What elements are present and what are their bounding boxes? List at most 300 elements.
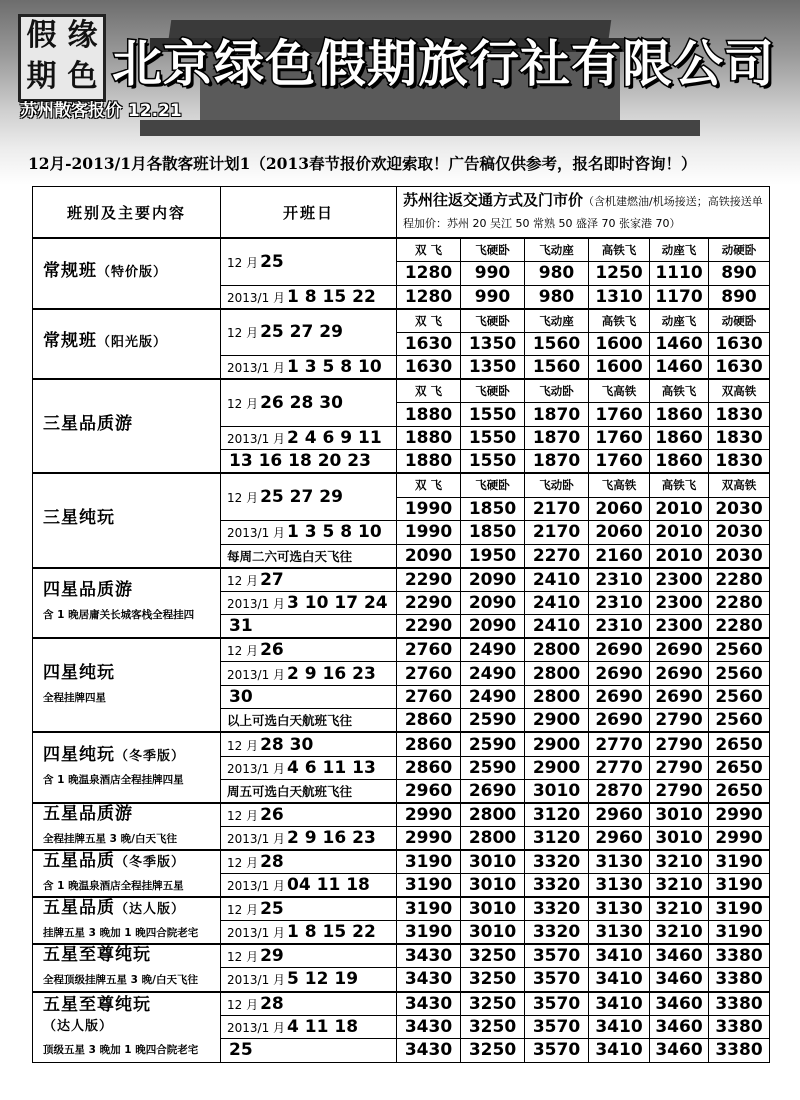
price-cell: 3190 bbox=[397, 921, 461, 945]
table-row bbox=[33, 568, 770, 592]
departure-days: 2 4 6 9 11 bbox=[287, 428, 382, 449]
transport-mode-label: 高铁飞 bbox=[589, 238, 650, 262]
transport-mode-label: 飞动卧 bbox=[525, 473, 589, 497]
departure-dates-cell bbox=[221, 874, 397, 898]
price-cell: 990 bbox=[461, 285, 525, 309]
departure-dates-cell bbox=[221, 309, 397, 356]
price-cell: 2300 bbox=[650, 568, 709, 592]
price-cell: 3010 bbox=[525, 780, 589, 804]
gate-lower-roof bbox=[140, 120, 700, 136]
price-cell: 1880 bbox=[397, 403, 461, 427]
price-cell: 2760 bbox=[397, 638, 461, 662]
price-cell: 2560 bbox=[709, 638, 770, 662]
price-cell: 1760 bbox=[589, 450, 650, 474]
price-cell: 1830 bbox=[709, 450, 770, 474]
group-name: 五星品质 bbox=[43, 851, 115, 872]
transport-mode-label: 飞高铁 bbox=[589, 379, 650, 403]
price-cell: 3410 bbox=[589, 944, 650, 968]
departure-days: 1 3 5 8 10 bbox=[287, 357, 382, 378]
transport-mode-label: 高铁飞 bbox=[650, 379, 709, 403]
price-cell: 3570 bbox=[525, 968, 589, 992]
transport-mode-label: 飞动座 bbox=[525, 309, 589, 333]
departure-dates-cell bbox=[221, 285, 397, 309]
price-cell: 2690 bbox=[650, 638, 709, 662]
price-cell: 3320 bbox=[525, 921, 589, 945]
departure-month: 2013/1 月 bbox=[227, 432, 286, 447]
price-cell: 3190 bbox=[709, 921, 770, 945]
transport-mode-label: 飞高铁 bbox=[589, 473, 650, 497]
group-name: 五星至尊纯玩 bbox=[43, 994, 151, 1015]
price-cell: 1560 bbox=[525, 356, 589, 380]
group-tag: （达人版） bbox=[43, 1018, 114, 1034]
transport-mode-label: 飞硬卧 bbox=[461, 309, 525, 333]
departure-month: 12 月 bbox=[227, 809, 259, 824]
price-cell: 2030 bbox=[709, 497, 770, 521]
group-name: 五星至尊纯玩 bbox=[43, 945, 151, 966]
departure-dates-cell bbox=[221, 591, 397, 615]
group-name-cell bbox=[33, 568, 221, 639]
departure-dates-cell bbox=[221, 992, 397, 1016]
price-cell: 3210 bbox=[650, 874, 709, 898]
departure-month: 12 月 bbox=[227, 644, 259, 659]
departure-month: 2013/1 月 bbox=[227, 290, 286, 305]
departure-dates-cell bbox=[221, 473, 397, 520]
table-row bbox=[33, 238, 770, 262]
price-cell: 1630 bbox=[709, 332, 770, 356]
price-cell: 1860 bbox=[650, 426, 709, 450]
departure-days: 26 bbox=[260, 640, 284, 661]
departure-days: 3 10 17 24 bbox=[287, 592, 388, 613]
transport-mode-label: 动硬卧 bbox=[709, 238, 770, 262]
group-name-cell bbox=[33, 992, 221, 1063]
price-cell: 1170 bbox=[650, 285, 709, 309]
price-cell: 2310 bbox=[589, 615, 650, 639]
departure-dates-cell bbox=[221, 238, 397, 285]
group-note: 顶级五星 3 晚加 1 晚四合院老宅 bbox=[43, 1043, 199, 1056]
departure-month: 2013/1 月 bbox=[227, 973, 286, 988]
price-cell: 2770 bbox=[589, 756, 650, 780]
price-cell: 2060 bbox=[589, 497, 650, 521]
price-cell: 2290 bbox=[397, 615, 461, 639]
price-cell: 1110 bbox=[650, 262, 709, 286]
price-cell: 2560 bbox=[709, 709, 770, 733]
group-name: 五星品质 bbox=[43, 898, 115, 919]
price-cell: 2490 bbox=[461, 685, 525, 709]
departure-days: 25 bbox=[260, 899, 284, 920]
price-cell: 2280 bbox=[709, 591, 770, 615]
departure-days: 4 6 11 13 bbox=[287, 757, 376, 778]
departure-days: 25 bbox=[260, 251, 284, 272]
group-name-cell bbox=[33, 732, 221, 803]
price-cell: 2960 bbox=[589, 827, 650, 851]
departure-days: 26 bbox=[260, 805, 284, 826]
price-cell: 2800 bbox=[525, 685, 589, 709]
price-cell: 1850 bbox=[461, 497, 525, 521]
transport-mode-label: 双 飞 bbox=[397, 379, 461, 403]
departure-month: 12 月 bbox=[227, 738, 259, 753]
departure-dates-cell bbox=[221, 685, 397, 709]
departure-month: 12 月 bbox=[227, 397, 259, 412]
departure-days: 25 bbox=[229, 1040, 253, 1061]
price-cell: 1280 bbox=[397, 285, 461, 309]
departure-days: 4 11 18 bbox=[287, 1016, 359, 1037]
price-cell: 3410 bbox=[589, 1039, 650, 1063]
departure-days: 1 8 15 22 bbox=[287, 922, 376, 943]
departure-dates-cell bbox=[221, 426, 397, 450]
price-cell: 2590 bbox=[461, 709, 525, 733]
group-tag: （冬季版） bbox=[115, 749, 186, 765]
price-cell: 1870 bbox=[525, 403, 589, 427]
transport-mode-label: 双 飞 bbox=[397, 238, 461, 262]
departure-month: 12 月 bbox=[227, 856, 259, 871]
price-cell: 3120 bbox=[525, 827, 589, 851]
departure-dates-cell bbox=[221, 615, 397, 639]
price-cell: 3250 bbox=[461, 1039, 525, 1063]
departure-dates-cell bbox=[221, 662, 397, 686]
price-cell: 1550 bbox=[461, 426, 525, 450]
logo-char: 色 bbox=[67, 59, 98, 94]
company-logo bbox=[18, 14, 106, 102]
price-cell: 2860 bbox=[397, 732, 461, 756]
company-name: 北京绿色假期旅行社有限公司 bbox=[112, 35, 775, 93]
departure-days: 04 11 18 bbox=[287, 875, 370, 896]
price-cell: 1990 bbox=[397, 497, 461, 521]
price-cell: 2760 bbox=[397, 685, 461, 709]
transport-mode-label: 动座飞 bbox=[650, 309, 709, 333]
departure-note: 以上可选白天航班飞往 bbox=[221, 709, 397, 733]
group-note: 全程挂牌五星 3 晚/白天飞往 bbox=[43, 833, 177, 846]
departure-dates-cell bbox=[221, 732, 397, 756]
price-cell: 3570 bbox=[525, 944, 589, 968]
transport-mode-label: 高铁飞 bbox=[589, 309, 650, 333]
price-cell: 2270 bbox=[525, 544, 589, 568]
price-cell: 2010 bbox=[650, 497, 709, 521]
departure-dates-cell bbox=[221, 968, 397, 992]
group-tag: （冬季版） bbox=[115, 855, 186, 871]
price-cell: 3250 bbox=[461, 968, 525, 992]
price-cell: 2060 bbox=[589, 521, 650, 545]
group-name-cell bbox=[33, 309, 221, 380]
price-cell: 2560 bbox=[709, 662, 770, 686]
departure-dates-cell bbox=[221, 568, 397, 592]
price-cell: 2800 bbox=[525, 638, 589, 662]
price-cell: 3130 bbox=[589, 850, 650, 874]
departure-days: 25 27 29 bbox=[260, 322, 343, 343]
departure-dates-cell bbox=[221, 379, 397, 426]
price-table bbox=[32, 186, 770, 1063]
group-name: 常规班 bbox=[43, 331, 97, 352]
transport-mode-label: 动座飞 bbox=[650, 238, 709, 262]
price-cell: 2090 bbox=[461, 568, 525, 592]
departure-dates-cell bbox=[221, 638, 397, 662]
departure-note: 周五可选白天航班飞往 bbox=[221, 780, 397, 804]
price-cell: 2310 bbox=[589, 568, 650, 592]
date-column-header: 开班日 bbox=[221, 187, 397, 239]
price-cell: 1630 bbox=[709, 356, 770, 380]
price-cell: 2410 bbox=[525, 615, 589, 639]
price-cell: 3380 bbox=[709, 968, 770, 992]
price-cell: 1280 bbox=[397, 262, 461, 286]
price-cell: 2790 bbox=[650, 709, 709, 733]
price-cell: 2800 bbox=[461, 827, 525, 851]
price-cell: 2410 bbox=[525, 568, 589, 592]
departure-days: 27 bbox=[260, 569, 284, 590]
table-row bbox=[33, 992, 770, 1016]
price-cell: 2990 bbox=[709, 803, 770, 827]
price-cell: 890 bbox=[709, 262, 770, 286]
price-cell: 2650 bbox=[709, 780, 770, 804]
price-cell: 2590 bbox=[461, 732, 525, 756]
table-row bbox=[33, 897, 770, 921]
price-cell: 3430 bbox=[397, 992, 461, 1016]
departure-days: 5 12 19 bbox=[287, 969, 359, 990]
price-cell: 3130 bbox=[589, 897, 650, 921]
price-cell: 3460 bbox=[650, 1015, 709, 1039]
price-cell: 2030 bbox=[709, 544, 770, 568]
price-cell: 1630 bbox=[397, 356, 461, 380]
price-cell: 2690 bbox=[650, 685, 709, 709]
price-cell: 3380 bbox=[709, 992, 770, 1016]
departure-month: 2013/1 月 bbox=[227, 667, 286, 682]
group-name-cell bbox=[33, 944, 221, 991]
group-tag: （达人版） bbox=[115, 902, 186, 918]
group-name: 四星纯玩 bbox=[43, 662, 115, 683]
price-cell: 1760 bbox=[589, 403, 650, 427]
transport-mode-label: 双高铁 bbox=[709, 473, 770, 497]
price-cell: 1760 bbox=[589, 426, 650, 450]
group-name-cell bbox=[33, 379, 221, 473]
price-cell: 3210 bbox=[650, 850, 709, 874]
transport-mode-label: 双 飞 bbox=[397, 309, 461, 333]
price-cell: 2010 bbox=[650, 521, 709, 545]
departure-month: 2013/1 月 bbox=[227, 879, 286, 894]
logo-char: 缘 bbox=[67, 18, 98, 53]
price-cell: 2770 bbox=[589, 732, 650, 756]
transport-mode-label: 飞动卧 bbox=[525, 379, 589, 403]
transport-mode-label: 飞硬卧 bbox=[461, 473, 525, 497]
price-cell: 3190 bbox=[709, 850, 770, 874]
price-cell: 1600 bbox=[589, 356, 650, 380]
price-cell: 2990 bbox=[397, 803, 461, 827]
transport-mode-label: 双 飞 bbox=[397, 473, 461, 497]
price-cell: 2160 bbox=[589, 544, 650, 568]
departure-dates-cell bbox=[221, 1015, 397, 1039]
table-row bbox=[33, 850, 770, 874]
group-note: 挂牌五星 3 晚加 1 晚四合院老宅 bbox=[43, 927, 199, 940]
price-cell: 2900 bbox=[525, 756, 589, 780]
group-note: 全程顶级挂牌五星 3 晚/白天飞往 bbox=[43, 974, 198, 987]
departure-days: 1 3 5 8 10 bbox=[287, 522, 382, 543]
price-cell: 2410 bbox=[525, 591, 589, 615]
price-cell: 3380 bbox=[709, 944, 770, 968]
departure-dates-cell bbox=[221, 756, 397, 780]
price-cell: 1460 bbox=[650, 332, 709, 356]
price-cell: 2280 bbox=[709, 568, 770, 592]
transport-mode-label: 飞硬卧 bbox=[461, 379, 525, 403]
price-cell: 2170 bbox=[525, 521, 589, 545]
price-cell: 1310 bbox=[589, 285, 650, 309]
price-cell: 3190 bbox=[397, 897, 461, 921]
departure-month: 12 月 bbox=[227, 573, 259, 588]
price-cell: 2900 bbox=[525, 709, 589, 733]
price-cell: 1990 bbox=[397, 521, 461, 545]
group-note: 含 1 晚温泉酒店全程挂牌四星 bbox=[43, 774, 184, 787]
departure-dates-cell bbox=[221, 1039, 397, 1063]
price-cell: 1830 bbox=[709, 403, 770, 427]
price-cell: 2590 bbox=[461, 756, 525, 780]
price-cell: 1950 bbox=[461, 544, 525, 568]
price-cell: 3430 bbox=[397, 944, 461, 968]
price-cell: 2090 bbox=[397, 544, 461, 568]
departure-month: 2013/1 月 bbox=[227, 361, 286, 376]
departure-month: 12 月 bbox=[227, 255, 259, 270]
table-row bbox=[33, 473, 770, 497]
price-cell: 1870 bbox=[525, 450, 589, 474]
price-cell: 3570 bbox=[525, 1015, 589, 1039]
price-cell: 3570 bbox=[525, 992, 589, 1016]
price-cell: 3460 bbox=[650, 1039, 709, 1063]
price-cell: 3570 bbox=[525, 1039, 589, 1063]
departure-month: 2013/1 月 bbox=[227, 832, 286, 847]
price-cell: 2990 bbox=[397, 827, 461, 851]
price-cell: 3190 bbox=[709, 897, 770, 921]
group-name-cell bbox=[33, 473, 221, 567]
table-row bbox=[33, 803, 770, 827]
transport-header-title: 苏州往返交通方式及门市价 bbox=[403, 191, 584, 209]
departure-month: 2013/1 月 bbox=[227, 1020, 286, 1035]
departure-month: 2013/1 月 bbox=[227, 526, 286, 541]
group-column-header: 班别及主要内容 bbox=[33, 187, 221, 239]
group-name-cell bbox=[33, 238, 221, 309]
price-cell: 1630 bbox=[397, 332, 461, 356]
price-cell: 2960 bbox=[397, 780, 461, 804]
group-name: 三星纯玩 bbox=[43, 508, 115, 529]
table-row bbox=[33, 638, 770, 662]
departure-days: 13 16 18 20 23 bbox=[229, 451, 371, 472]
price-cell: 2870 bbox=[589, 780, 650, 804]
price-cell: 2690 bbox=[589, 709, 650, 733]
price-cell: 3430 bbox=[397, 968, 461, 992]
table-row bbox=[33, 379, 770, 403]
departure-dates-cell bbox=[221, 850, 397, 874]
departure-dates-cell bbox=[221, 803, 397, 827]
price-cell: 2560 bbox=[709, 685, 770, 709]
transport-mode-label: 高铁飞 bbox=[650, 473, 709, 497]
departure-dates-cell bbox=[221, 944, 397, 968]
transport-column-header bbox=[397, 187, 770, 239]
price-cell: 3010 bbox=[461, 897, 525, 921]
price-cell: 2690 bbox=[650, 662, 709, 686]
price-cell: 2790 bbox=[650, 732, 709, 756]
price-cell: 2290 bbox=[397, 568, 461, 592]
price-cell: 1850 bbox=[461, 521, 525, 545]
plan-title: 12月-2013/1月各散客班计划1（2013春节报价欢迎索取！广告稿仅供参考，报名即时咨询！） bbox=[28, 154, 697, 173]
price-cell: 3410 bbox=[589, 1015, 650, 1039]
price-cell: 2800 bbox=[525, 662, 589, 686]
group-note: 含 1 晚温泉酒店全程挂牌五星 bbox=[43, 880, 184, 893]
group-name-cell bbox=[33, 850, 221, 897]
price-cell: 2490 bbox=[461, 662, 525, 686]
price-cell: 2990 bbox=[709, 827, 770, 851]
price-cell: 3210 bbox=[650, 897, 709, 921]
price-cell: 980 bbox=[525, 285, 589, 309]
price-cell: 1560 bbox=[525, 332, 589, 356]
price-cell: 2800 bbox=[461, 803, 525, 827]
price-cell: 1600 bbox=[589, 332, 650, 356]
price-cell: 890 bbox=[709, 285, 770, 309]
departure-month: 12 月 bbox=[227, 997, 259, 1012]
price-cell: 2860 bbox=[397, 709, 461, 733]
price-cell: 3460 bbox=[650, 992, 709, 1016]
price-cell: 2090 bbox=[461, 615, 525, 639]
city-price-label: 苏州散客报价 12.21 bbox=[20, 101, 182, 121]
price-cell: 3010 bbox=[461, 921, 525, 945]
price-cell: 3010 bbox=[461, 874, 525, 898]
price-cell: 2860 bbox=[397, 756, 461, 780]
group-name-cell bbox=[33, 638, 221, 732]
departure-days: 2 9 16 23 bbox=[287, 828, 376, 849]
departure-days: 29 bbox=[260, 946, 284, 967]
departure-month: 12 月 bbox=[227, 950, 259, 965]
departure-days: 26 28 30 bbox=[260, 393, 343, 414]
table-row bbox=[33, 944, 770, 968]
price-cell: 3410 bbox=[589, 992, 650, 1016]
departure-month: 12 月 bbox=[227, 903, 259, 918]
group-note: 含 1 晚居庸关长城客栈全程挂四 bbox=[43, 609, 195, 622]
price-cell: 3380 bbox=[709, 1039, 770, 1063]
price-cell: 2690 bbox=[589, 662, 650, 686]
price-cell: 1830 bbox=[709, 426, 770, 450]
price-cell: 3010 bbox=[461, 850, 525, 874]
price-cell: 3010 bbox=[650, 803, 709, 827]
group-name: 常规班 bbox=[43, 260, 97, 281]
departure-days: 25 27 29 bbox=[260, 487, 343, 508]
price-cell: 1550 bbox=[461, 403, 525, 427]
price-cell: 2300 bbox=[650, 591, 709, 615]
price-cell: 2030 bbox=[709, 521, 770, 545]
price-cell: 3430 bbox=[397, 1015, 461, 1039]
departure-days: 30 bbox=[229, 687, 253, 708]
price-cell: 1860 bbox=[650, 450, 709, 474]
departure-days: 28 30 bbox=[260, 734, 314, 755]
price-cell: 3430 bbox=[397, 1039, 461, 1063]
logo-char: 假 bbox=[26, 18, 57, 53]
price-cell: 3210 bbox=[650, 921, 709, 945]
departure-days: 28 bbox=[260, 993, 284, 1014]
group-tag: （特价版） bbox=[97, 264, 168, 280]
price-cell: 2790 bbox=[650, 780, 709, 804]
departure-days: 2 9 16 23 bbox=[287, 663, 376, 684]
transport-mode-label: 动硬卧 bbox=[709, 309, 770, 333]
group-note: 全程挂牌四星 bbox=[43, 691, 106, 704]
price-cell: 3320 bbox=[525, 850, 589, 874]
table-row bbox=[33, 309, 770, 333]
price-cell: 980 bbox=[525, 262, 589, 286]
departure-month: 12 月 bbox=[227, 326, 259, 341]
price-cell: 2170 bbox=[525, 497, 589, 521]
departure-days: 28 bbox=[260, 852, 284, 873]
price-cell: 2490 bbox=[461, 638, 525, 662]
price-cell: 990 bbox=[461, 262, 525, 286]
price-cell: 1550 bbox=[461, 450, 525, 474]
logo-char: 期 bbox=[26, 59, 57, 94]
price-cell: 2010 bbox=[650, 544, 709, 568]
price-cell: 3460 bbox=[650, 944, 709, 968]
price-cell: 3130 bbox=[589, 874, 650, 898]
price-cell: 3320 bbox=[525, 897, 589, 921]
departure-month: 2013/1 月 bbox=[227, 596, 286, 611]
price-cell: 2310 bbox=[589, 591, 650, 615]
